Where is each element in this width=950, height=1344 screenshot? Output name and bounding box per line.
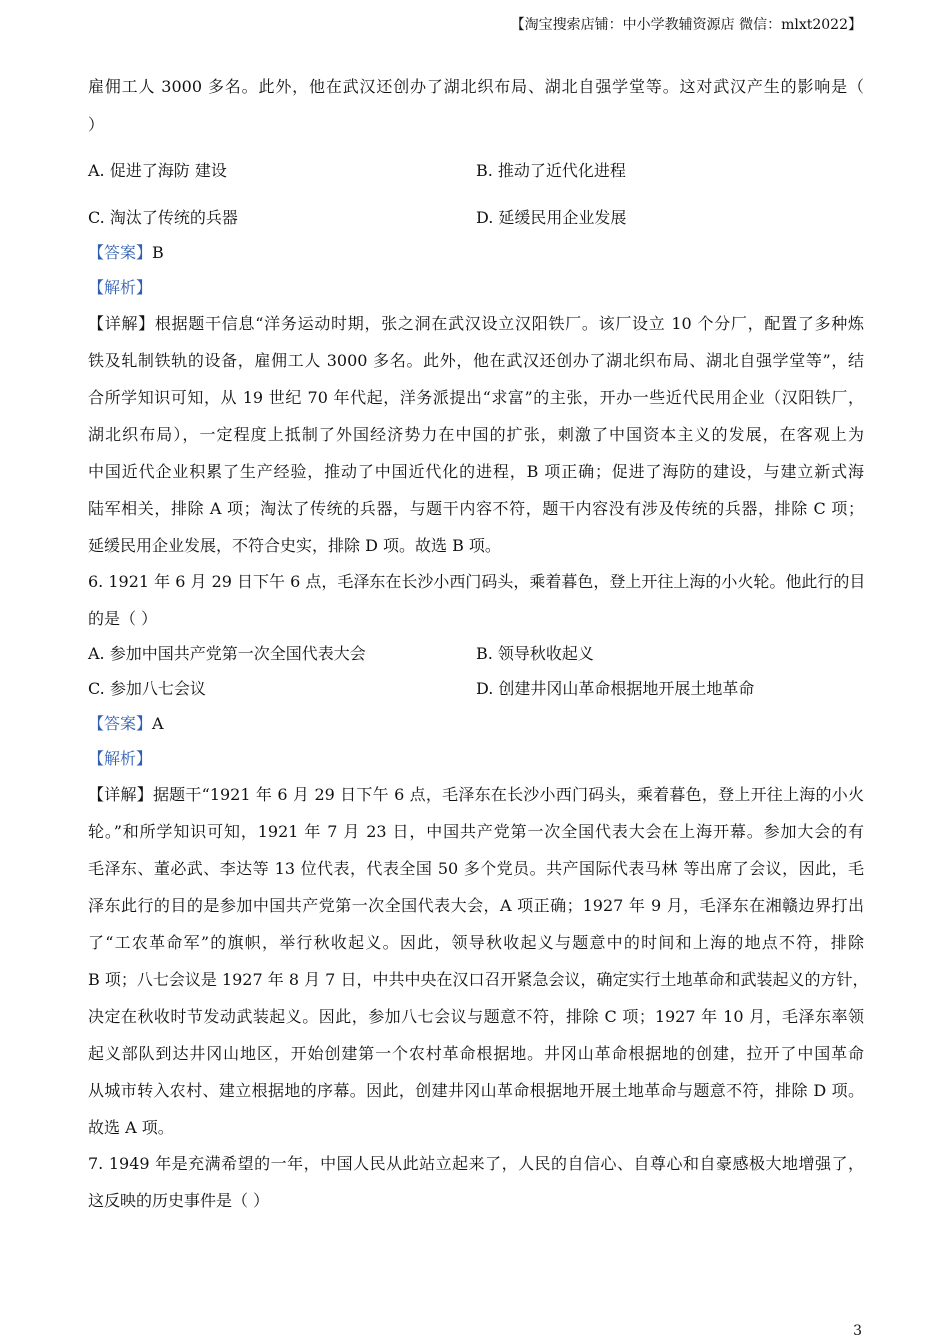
q6-detail-line-7: 决定在秋收时节发动武装起义。因此，参加八七会议与题意不符，排除 C 项；1927 年 10 月，毛泽东率领 — [88, 1007, 864, 1026]
page-header: 【淘宝搜索店铺：中小学教辅资源店 微信：mlxt2022】 — [510, 17, 862, 33]
q6-detail-line-3: 毛泽东、董必武、李达等 13 位代表，代表全国 50 多个党员。共产国际代表马林 等出席了会议，因此，毛 — [88, 859, 864, 878]
answer-tag: 【答案】 — [88, 243, 153, 262]
page-number: 3 — [853, 1323, 862, 1339]
q5-detail-line-5: 中国近代企业积累了生产经验，推动了中国近代化的进程，B 项正确；促进了海防的建设，与建立新式海 — [88, 462, 864, 481]
detail-tag: 【详解】 — [88, 314, 155, 333]
q5-detail-line-3: 合所学知识可知，从 19 世纪 70 年代起，洋务派提出“求富”的主张，开办一些近代民用企业（汉阳铁厂， — [88, 388, 864, 407]
q5-option-d: D. 延缓民用企业发展 — [476, 208, 627, 227]
q6-option-b: B. 领导秋收起义 — [476, 644, 594, 663]
q5-answer — [88, 242, 164, 264]
q6-stem-line-1: 6. 1921 年 6 月 29 日下午 6 点，毛泽东在长沙小西门码头，乘着暮色，登上开往上海的小火轮。他此行的目 — [88, 572, 866, 591]
answer-value: A — [152, 714, 164, 733]
q6-option-a: A. 参加中国共产党第一次全国代表大会 — [88, 644, 366, 663]
q6-analysis-tag: 【解析】 — [88, 749, 153, 768]
q6-option-d: D. 创建井冈山革命根据地开展土地革命 — [476, 679, 755, 698]
q5-detail-line-2: 铁及轧制铁轨的设备，雇佣工人 3000 多名。此外，他在武汉还创办了湖北织布局、湖北自强学堂等”，结 — [88, 351, 864, 370]
q7-stem-line-2: 这反映的历史事件是（ ） — [88, 1191, 270, 1210]
q6-detail-line-8: 起义部队到达井冈山地区，开始创建第一个农村革命根据地。井冈山革命根据地的创建，拉开了中国革命 — [88, 1044, 864, 1063]
q6-detail-line-6: B 项；八七会议是 1927 年 8 月 7 日，中共中央在汉口召开紧急会议，确定实行土地革命和武装起义的方针， — [88, 970, 869, 989]
answer-tag: 【答案】 — [88, 714, 153, 733]
detail-text: 据题干“1921 年 6 月 29 日下午 6 点，毛泽东在长沙小西门码头，乘着暮色，登上开往上海的小火 — [152, 785, 864, 804]
q5-option-c: C. 淘汰了传统的兵器 — [88, 208, 238, 227]
detail-tag: 【详解】 — [88, 785, 153, 804]
q6-detail-line-5: 了“工农革命军”的旗帜，举行秋收起义。因此，领导秋收起义与题意中的时间和上海的地点不符，排除 — [88, 933, 864, 952]
detail-text: 根据题干信息“洋务运动时期，张之洞在武汉设立汉阳铁厂。该厂设立 10 个分厂，配置了多种炼 — [154, 314, 864, 333]
q6-stem-line-2: 的是（ ） — [88, 609, 158, 628]
q6-option-c: C. 参加八七会议 — [88, 679, 206, 698]
q6-detail-line-10: 故选 A 项。 — [88, 1118, 174, 1137]
q5-option-b: B. 推动了近代化进程 — [476, 161, 626, 180]
q5-option-a: A. 促进了海防 建设 — [88, 161, 227, 180]
q5-detail-line-4: 湖北织布局），一定程度上抵制了外国经济势力在中国的扩张，刺激了中国资本主义的发展，在客观上为 — [88, 425, 864, 444]
q5-detail-line-6: 陆军相关，排除 A 项；淘汰了传统的兵器，与题干内容不符，题干内容没有涉及传统的兵器，排除 C 项； — [88, 499, 864, 518]
q6-answer — [88, 713, 164, 735]
q5-stem-line-2: ） — [88, 115, 105, 134]
q6-detail-line-9: 从城市转入农村、建立根据地的序幕。因此，创建井冈山革命根据地开展土地革命与题意不符，排除 D 项。 — [88, 1081, 864, 1100]
q5-analysis-tag: 【解析】 — [88, 278, 153, 297]
q5-stem-line-1: 雇佣工人 3000 多名。此外，他在武汉还创办了湖北织布局、湖北自强学堂等。这对武汉产生的影响是（ — [88, 77, 864, 96]
q6-detail-line-2: 轮。”和所学知识可知，1921 年 7 月 23 日，中国共产党第一次全国代表大会在上海开幕。参加大会的有 — [88, 822, 864, 841]
q7-stem-line-1: 7. 1949 年是充满希望的一年，中国人民从此站立起来了，人民的自信心、自尊心和自豪感极大地增强了， — [88, 1154, 864, 1173]
q5-detail-line-7: 延缓民用企业发展，不符合史实，排除 D 项。故选 B 项。 — [88, 536, 501, 555]
q5-detail-line-1 — [88, 313, 864, 335]
answer-value: B — [152, 243, 164, 262]
q6-detail-line-4: 泽东此行的目的是参加中国共产党第一次全国代表大会，A 项正确；1927 年 9 月，毛泽东在湘赣边界打出 — [88, 896, 864, 915]
q6-detail-line-1 — [88, 784, 864, 806]
